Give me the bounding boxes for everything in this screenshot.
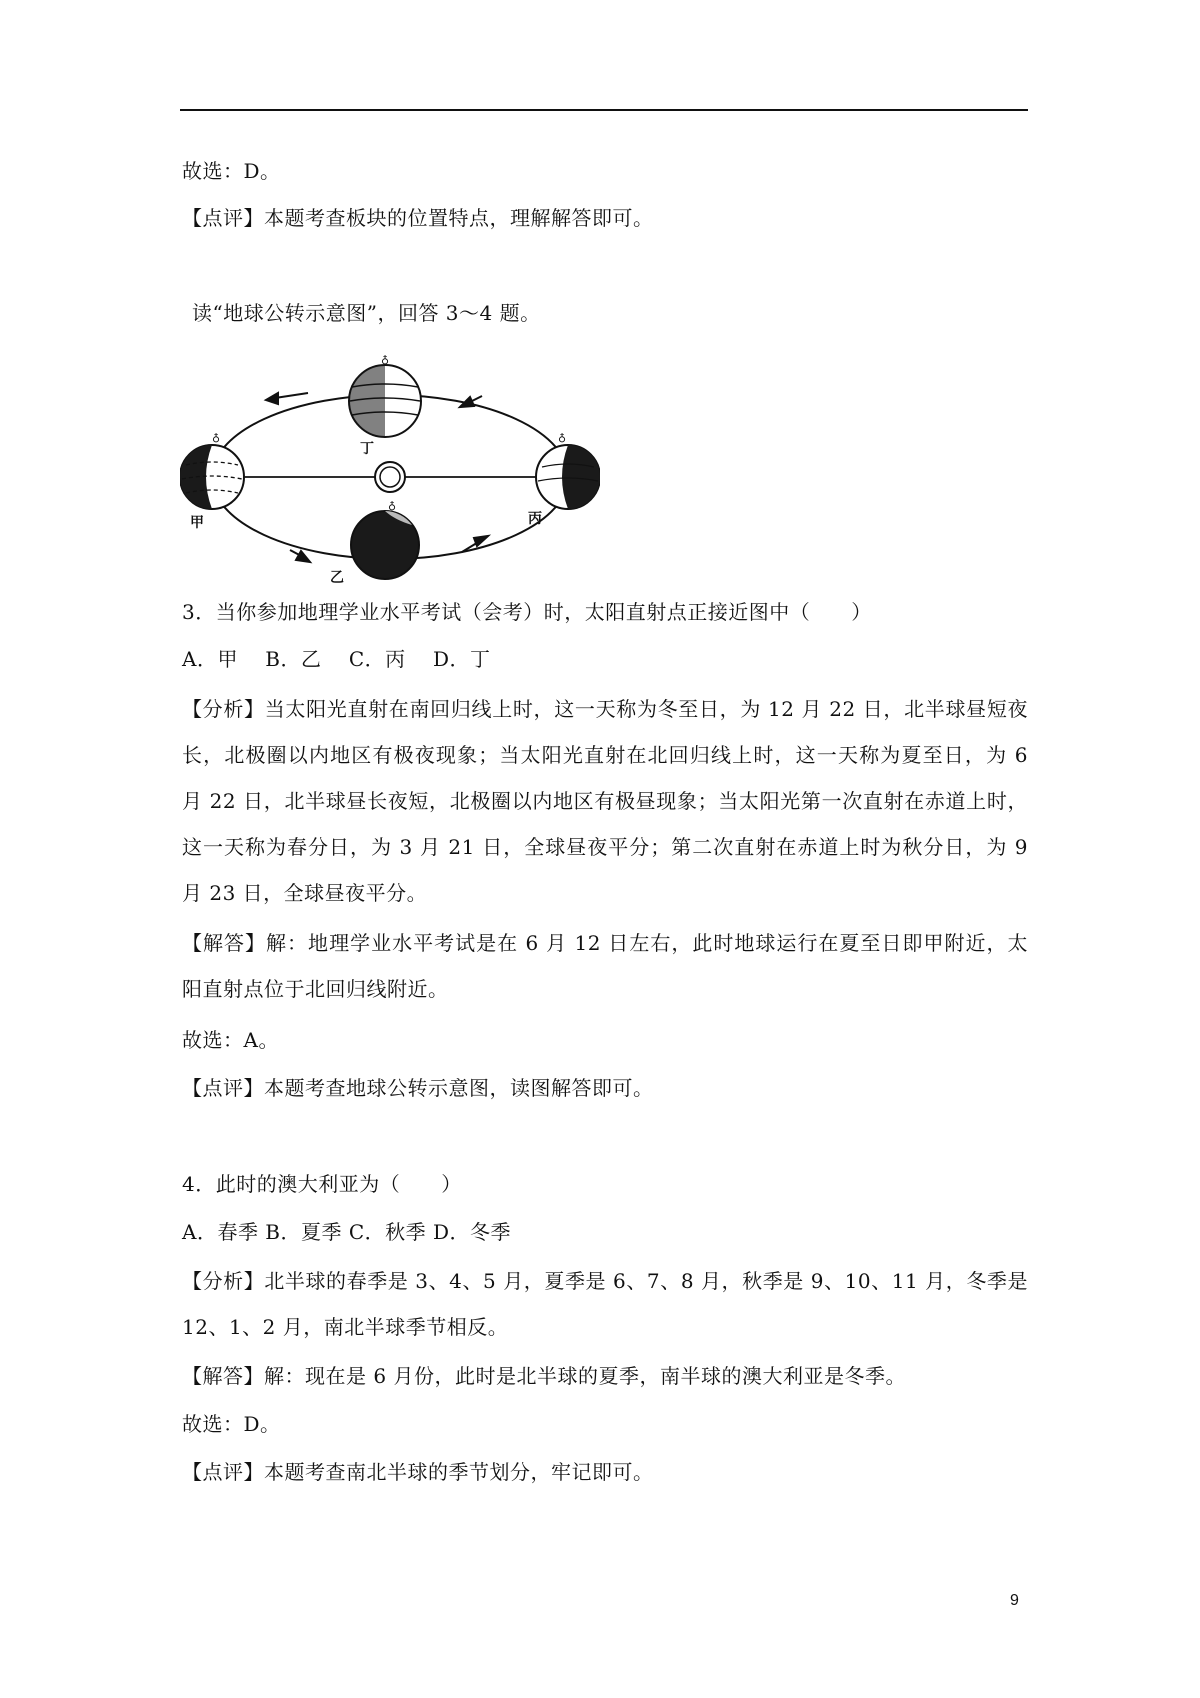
earth-bing-icon: [536, 431, 600, 509]
q3-comment: 【点评】本题考查地球公转示意图，读图解答即可。: [182, 1076, 654, 1100]
svg-text:♁: ♁: [557, 431, 567, 444]
earth-revolution-diagram: [180, 355, 600, 590]
earth-yi-icon: [351, 499, 419, 579]
q4-solution: 【解答】解：现在是 6 月份，此时是北半球的夏季，南半球的澳大利亚是冬季。: [182, 1364, 906, 1388]
label-jia: 甲: [190, 515, 204, 531]
svg-text:♁: ♁: [380, 355, 390, 366]
q4-stem: 4．此时的澳大利亚为（ ）: [182, 1172, 462, 1196]
header-rule: [180, 109, 1028, 111]
q3-analysis: 【分析】当太阳光直射在南回归线上时，这一天称为冬至日，为 12 月 22 日，北半球昼短夜长，北极圈以内地区有极夜现象；当太阳光直射在北回归线上时，这一天称为夏至日，为 6 月 22 日，北半球昼长夜短，北极圈以内地区有极昼现象；当太阳光第一次直射在赤道上时，这一天称为春分日，为 3 月 21 日，全球昼夜平分；第二次直射在赤道上时为秋分日，为 9 月 23 日，全球昼夜平分。: [182, 697, 1028, 905]
q3-options: A．甲 B．乙 C．丙 D．丁: [182, 647, 491, 671]
q4-options: A．春季 B．夏季 C．秋季 D．冬季: [182, 1220, 512, 1244]
q4-analysis: 【分析】北半球的春季是 3、4、5 月，夏季是 6、7、8 月，秋季是 9、10、11 月，冬季是 12、1、2 月，南北半球季节相反。: [182, 1269, 1028, 1339]
figure-intro: 读“地球公转示意图”，回答 3～4 题。: [192, 301, 541, 325]
earth-ding-icon: [349, 355, 421, 437]
svg-text:♁: ♁: [211, 431, 221, 444]
earth-jia-icon: [180, 431, 244, 509]
q2-answer: 故选：D。: [182, 159, 281, 183]
q2-comment: 【点评】本题考查板块的位置特点，理解解答即可。: [182, 206, 654, 230]
page-number: 9: [1010, 1592, 1019, 1609]
q4-comment: 【点评】本题考查南北半球的季节划分，牢记即可。: [182, 1460, 654, 1484]
q3-stem: 3．当你参加地理学业水平考试（会考）时，太阳直射点正接近图中（ ）: [182, 600, 872, 624]
q4-answer: 故选：D。: [182, 1412, 281, 1436]
label-yi: 乙: [330, 570, 344, 586]
label-ding: 丁: [360, 441, 374, 457]
q3-solution: 【解答】解：地理学业水平考试是在 6 月 12 日左右，此时地球运行在夏至日即甲附近，太阳直射点位于北回归线附近。: [182, 931, 1028, 1001]
svg-text:♁: ♁: [387, 499, 397, 512]
q3-answer: 故选：A。: [182, 1028, 279, 1052]
label-bing: 丙: [528, 511, 542, 527]
